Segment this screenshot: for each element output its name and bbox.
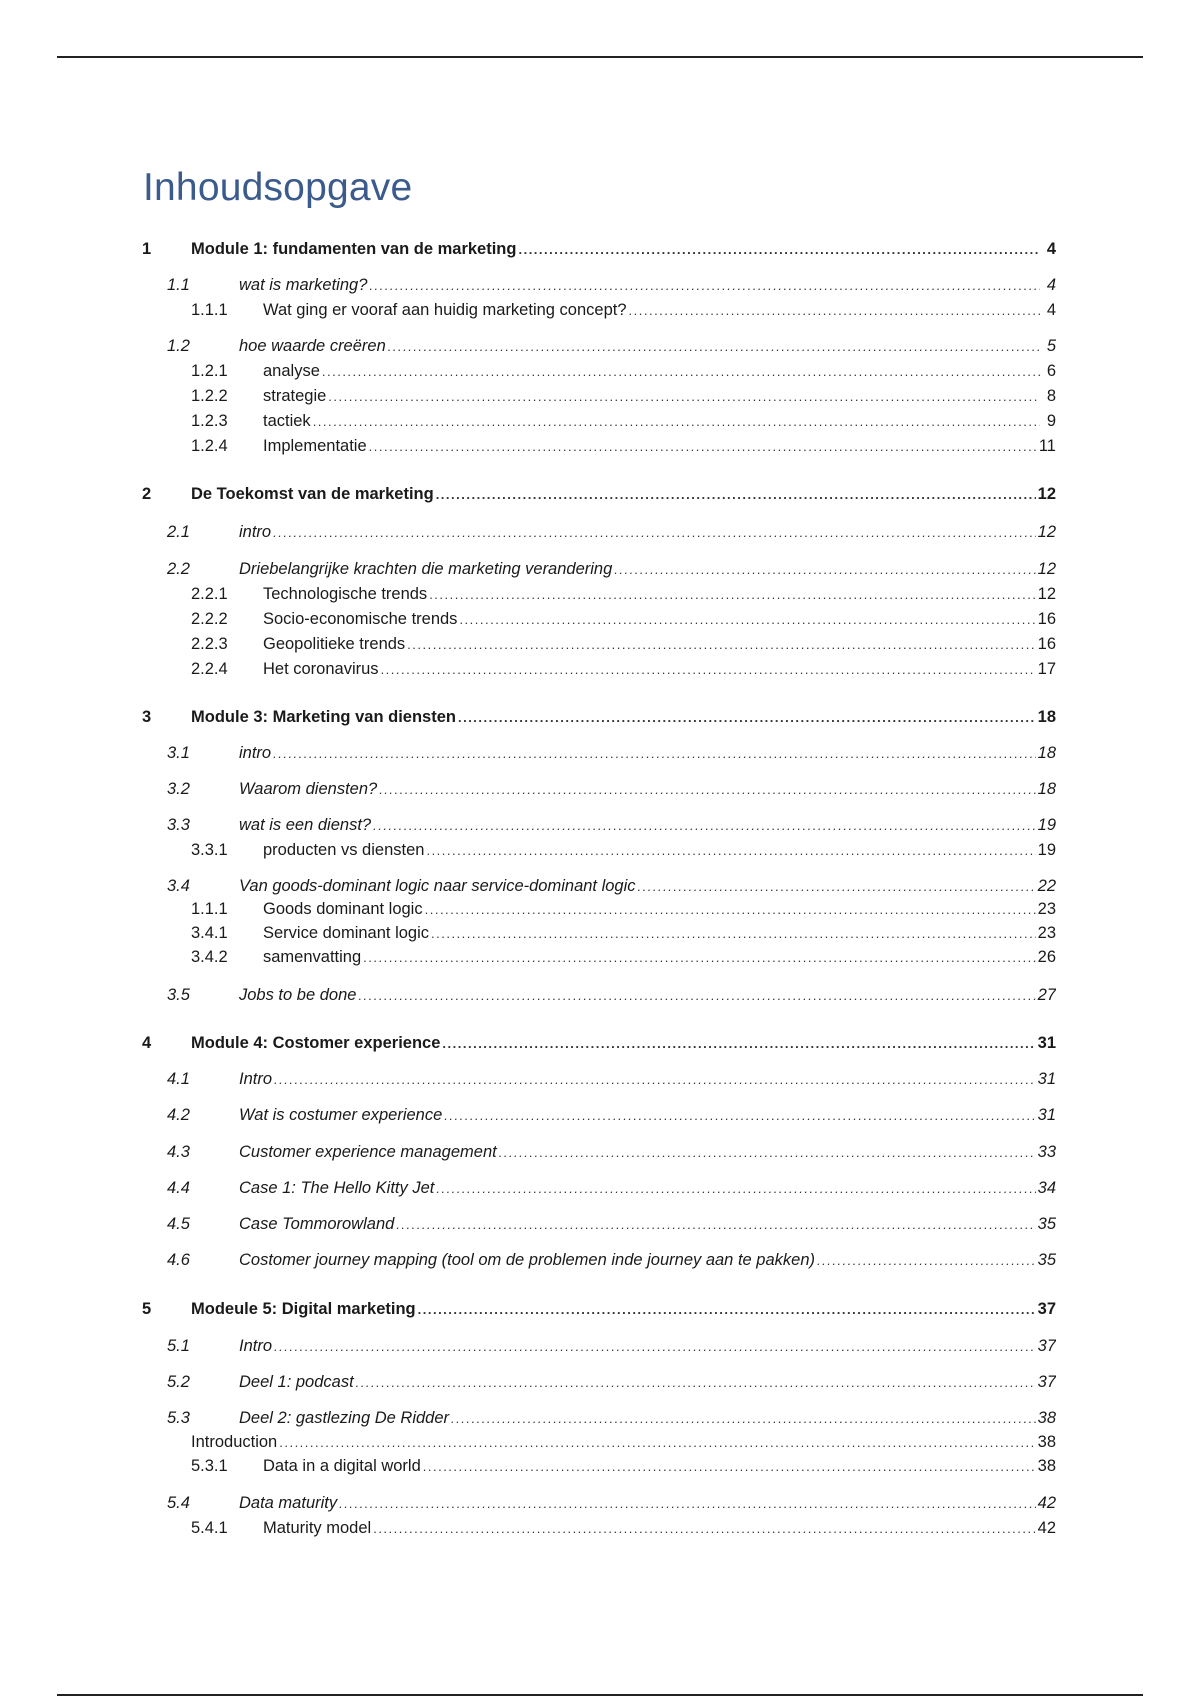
toc-entry-title[interactable]: strategie [263, 387, 327, 405]
toc-entry-number: 1.1 [167, 276, 190, 294]
toc-entry-line [263, 435, 1056, 457]
toc-entry-page-number: 11 [1038, 437, 1056, 455]
toc-entry-number: 1.2.2 [191, 387, 228, 405]
toc-entry-page-number: 17 [1037, 660, 1056, 678]
toc-entry-page-number: 23 [1037, 900, 1056, 918]
toc-entry-title[interactable]: wat is marketing? [239, 276, 368, 294]
toc-dot-leader [358, 985, 1035, 1006]
toc-entry[interactable] [142, 742, 1056, 764]
toc-entry-line [263, 583, 1056, 605]
toc-entry-line [191, 706, 1056, 728]
toc-entry-line [239, 558, 1056, 580]
toc-entry[interactable] [142, 1407, 1056, 1429]
toc-entry-page-number: 16 [1037, 610, 1056, 628]
toc-dot-leader [423, 1456, 1036, 1477]
toc-entry[interactable] [142, 984, 1056, 1006]
toc-dot-leader [458, 707, 1036, 728]
toc-entry-page-number: 22 [1037, 877, 1056, 895]
toc-entry-line [263, 658, 1056, 680]
toc-entry-number: 2.2.2 [191, 610, 228, 628]
toc-entry[interactable] [142, 898, 1056, 920]
toc-entry-number: 2.2.4 [191, 660, 228, 678]
toc-dot-leader [425, 899, 1036, 920]
toc-dot-leader [373, 815, 1036, 836]
toc-entry-number: 1 [142, 240, 152, 258]
toc-entry-number: 4.5 [167, 1215, 190, 1233]
toc-entry-line [239, 1407, 1056, 1429]
toc-entry-line [263, 360, 1056, 382]
toc-entry-page-number: 19 [1037, 816, 1056, 834]
toc-dot-leader [363, 947, 1036, 968]
toc-dot-leader [279, 1432, 1035, 1453]
toc-entry-title[interactable]: Data maturity [239, 1494, 338, 1512]
toc-entry-title[interactable]: hoe waarde creëren [239, 337, 386, 355]
toc-entry-page-number: 9 [1040, 410, 1056, 432]
toc-entry-title[interactable]: Case 1: The Hello Kitty Jet [239, 1179, 435, 1197]
toc-dot-leader [388, 336, 1040, 357]
toc-entry-title[interactable]: Driebelangrijke krachten die marketing verandering [239, 560, 613, 578]
toc-entry-number: 1.2.4 [191, 437, 228, 455]
toc-entry-title[interactable]: analyse [263, 362, 320, 380]
toc-entry-number: 3.4.1 [191, 924, 228, 942]
toc-entry-page-number: 12 [1037, 560, 1056, 578]
toc-entry-line [239, 1104, 1056, 1126]
toc-entry-title[interactable]: Modeule 5: Digital marketing [191, 1300, 416, 1318]
toc-entry-page-number: 42 [1037, 1519, 1056, 1537]
toc-entry-title[interactable]: Het coronavirus [263, 660, 379, 678]
table-of-contents [142, 238, 1056, 1539]
toc-entry-line [263, 839, 1056, 861]
toc-entry-line [239, 335, 1056, 357]
toc-entry-page-number: 33 [1037, 1143, 1056, 1161]
toc-entry-title[interactable]: Socio-economische trends [263, 610, 458, 628]
toc-entry-page-number: 18 [1037, 780, 1056, 798]
toc-entry-line [263, 299, 1056, 321]
toc-dot-leader [339, 1493, 1036, 1514]
toc-entry-page-number: 38 [1037, 1457, 1056, 1475]
toc-entry[interactable] [142, 435, 1056, 457]
toc-entry-number: 4.1 [167, 1070, 190, 1088]
toc-entry-title[interactable]: Geopolitieke trends [263, 635, 406, 653]
toc-entry-title[interactable]: Module 3: Marketing van diensten [191, 708, 456, 726]
toc-entry-title[interactable]: samenvatting [263, 948, 362, 966]
toc-entry-title[interactable]: Wat ging er vooraf aan huidig marketing concept? [263, 301, 627, 319]
toc-entry-title[interactable]: Van goods-dominant logic naar service-dominant logic [239, 877, 636, 895]
toc-entry-number: 2.2 [167, 560, 190, 578]
toc-entry-page-number: 8 [1040, 385, 1056, 407]
toc-entry-title[interactable]: Intro [239, 1070, 273, 1088]
toc-dot-leader [274, 1069, 1036, 1090]
toc-entry[interactable] [142, 410, 1056, 432]
toc-entry-title[interactable]: Customer experience management [239, 1143, 497, 1161]
toc-entry[interactable] [142, 839, 1056, 861]
toc-entry[interactable] [142, 922, 1056, 944]
toc-entry-title[interactable]: intro [239, 523, 272, 541]
toc-entry-line [239, 1371, 1056, 1393]
toc-entry-number: 4 [142, 1034, 152, 1052]
toc-entry-page-number: 35 [1037, 1215, 1056, 1233]
toc-dot-leader [638, 876, 1036, 897]
toc-entry-page-number: 12 [1037, 585, 1056, 603]
toc-entry-page-number: 38 [1037, 1433, 1056, 1451]
toc-dot-leader [356, 1372, 1036, 1393]
toc-entry-line [191, 1298, 1056, 1320]
toc-entry-title[interactable]: Jobs to be done [239, 986, 357, 1004]
toc-entry-number: 3.3 [167, 816, 190, 834]
toc-entry-page-number: 31 [1037, 1070, 1056, 1088]
toc-entry-line [263, 1455, 1056, 1477]
footer-rule [57, 1694, 1143, 1696]
toc-entry[interactable] [142, 1177, 1056, 1199]
toc-entry-number: 5.3 [167, 1409, 190, 1427]
toc-entry-title[interactable]: Case Tommorowland [239, 1215, 395, 1233]
toc-entry-number: 5.4.1 [191, 1519, 228, 1537]
toc-dot-leader [459, 609, 1035, 630]
toc-entry-page-number: 18 [1037, 744, 1056, 762]
toc-dot-leader [274, 1336, 1036, 1357]
toc-entry-number: 1.2 [167, 337, 190, 355]
toc-entry-page-number: 26 [1037, 948, 1056, 966]
toc-entry[interactable] [142, 1455, 1056, 1477]
toc-entry-line [239, 1141, 1056, 1163]
toc-entry-page-number: 6 [1040, 360, 1056, 382]
toc-entry-line [191, 1032, 1056, 1054]
toc-entry-page-number: 31 [1037, 1034, 1056, 1052]
toc-entry-title[interactable]: Service dominant logic [263, 924, 429, 942]
toc-entry-title[interactable]: Data in a digital world [263, 1457, 421, 1475]
toc-entry-number: 3.3.1 [191, 841, 228, 859]
toc-dot-leader [273, 522, 1036, 543]
toc-entry-number: 1.1.1 [191, 900, 228, 918]
toc-entry[interactable] [142, 608, 1056, 630]
toc-dot-leader [614, 559, 1035, 580]
toc-entry-title[interactable]: producten vs diensten [263, 841, 425, 859]
toc-entry-title[interactable]: intro [239, 744, 272, 762]
toc-entry[interactable] [142, 583, 1056, 605]
toc-entry-page-number: 12 [1037, 523, 1056, 541]
toc-dot-leader [313, 411, 1040, 432]
toc-entry[interactable] [142, 1431, 1056, 1453]
toc-entry[interactable] [142, 1492, 1056, 1514]
toc-dot-leader [322, 361, 1040, 382]
toc-entry-line [239, 1335, 1056, 1357]
toc-entry[interactable] [142, 360, 1056, 382]
toc-dot-leader [396, 1214, 1035, 1235]
toc-entry-number: 2 [142, 485, 152, 503]
toc-dot-leader [426, 840, 1035, 861]
toc-entry-line [263, 1517, 1056, 1539]
toc-entry[interactable] [142, 483, 1056, 505]
toc-entry-page-number: 5 [1040, 335, 1056, 357]
toc-entry-line [263, 922, 1056, 944]
toc-dot-leader [444, 1105, 1035, 1126]
toc-entry-number: 3.5 [167, 986, 190, 1004]
toc-dot-leader [518, 239, 1040, 260]
toc-entry[interactable] [142, 658, 1056, 680]
toc-entry-number: 5 [142, 1300, 152, 1318]
toc-entry-page-number: 42 [1037, 1494, 1056, 1512]
toc-entry-line [239, 778, 1056, 800]
toc-dot-leader [373, 1518, 1035, 1539]
toc-entry-title[interactable]: Intro [239, 1337, 273, 1355]
toc-entry-line [239, 1068, 1056, 1090]
toc-entry-line [239, 1492, 1056, 1514]
toc-entry[interactable] [142, 706, 1056, 728]
toc-entry-line [263, 633, 1056, 655]
toc-entry-line [263, 608, 1056, 630]
toc-entry[interactable] [142, 946, 1056, 968]
toc-entry-number: 2.2.1 [191, 585, 228, 603]
toc-entry[interactable] [142, 778, 1056, 800]
toc-entry-number: 5.3.1 [191, 1457, 228, 1475]
toc-entry-number: 1.2.1 [191, 362, 228, 380]
toc-entry-number: 1.2.3 [191, 412, 228, 430]
toc-entry-title[interactable]: Waarom diensten? [239, 780, 378, 798]
toc-entry-title[interactable]: Deel 1: podcast [239, 1373, 354, 1391]
toc-entry-page-number: 19 [1037, 841, 1056, 859]
toc-entry-title[interactable]: Goods dominant logic [263, 900, 423, 918]
toc-entry-title[interactable]: tactiek [263, 412, 311, 430]
toc-entry-line [239, 1249, 1056, 1271]
toc-entry[interactable] [142, 274, 1056, 296]
toc-entry[interactable] [142, 1068, 1056, 1090]
toc-entry-line [263, 898, 1056, 920]
toc-entry-number: 4.2 [167, 1106, 190, 1124]
toc-entry[interactable] [142, 1141, 1056, 1163]
toc-entry-title[interactable]: Module 4: Costomer experience [191, 1034, 441, 1052]
toc-entry[interactable] [142, 1249, 1056, 1271]
toc-entry-line [191, 483, 1056, 505]
toc-entry-page-number: 27 [1037, 986, 1056, 1004]
toc-entry-title[interactable]: Deel 2: gastlezing De Ridder [239, 1409, 450, 1427]
toc-dot-leader [379, 779, 1035, 800]
toc-entry[interactable] [142, 385, 1056, 407]
toc-entry-number: 5.1 [167, 1337, 190, 1355]
toc-entry-line [239, 875, 1056, 897]
toc-entry-page-number: 4 [1040, 274, 1056, 296]
toc-entry-line [239, 521, 1056, 543]
toc-entry-number: 2.2.3 [191, 635, 228, 653]
toc-entry-title[interactable]: Module 1: fundamenten van de marketing [191, 240, 517, 258]
toc-entry-page-number: 4 [1040, 238, 1056, 260]
toc-entry-number: 3.2 [167, 780, 190, 798]
toc-entry-line [239, 742, 1056, 764]
toc-entry-line [191, 1431, 1056, 1453]
toc-entry-line [263, 410, 1056, 432]
toc-entry-title[interactable]: Technologische trends [263, 585, 428, 603]
toc-entry[interactable] [142, 1298, 1056, 1320]
toc-entry[interactable] [142, 875, 1056, 897]
toc-entry[interactable] [142, 1335, 1056, 1357]
toc-dot-leader [381, 659, 1036, 680]
toc-entry-line [239, 1177, 1056, 1199]
toc-entry-line [239, 1213, 1056, 1235]
toc-dot-leader [273, 743, 1036, 764]
toc-entry-page-number: 23 [1037, 924, 1056, 942]
toc-entry[interactable] [142, 335, 1056, 357]
toc-entry-number: 4.3 [167, 1143, 190, 1161]
toc-entry-page-number: 4 [1040, 299, 1056, 321]
toc-entry-title[interactable]: Wat is costumer experience [239, 1106, 443, 1124]
toc-dot-leader [629, 300, 1040, 321]
toc-entry[interactable] [142, 1517, 1056, 1539]
toc-entry-number: 4.6 [167, 1251, 190, 1269]
toc-entry-title[interactable]: De Toekomst van de marketing [191, 485, 434, 503]
toc-entry-page-number: 38 [1037, 1409, 1056, 1427]
toc-entry-page-number: 37 [1037, 1373, 1056, 1391]
toc-dot-leader [451, 1408, 1036, 1429]
toc-dot-leader [817, 1250, 1036, 1271]
toc-entry[interactable] [142, 558, 1056, 580]
page-title: Inhoudsopgave [143, 166, 413, 209]
toc-dot-leader [436, 484, 1036, 505]
toc-entry-page-number: 12 [1037, 485, 1056, 503]
toc-dot-leader [418, 1299, 1036, 1320]
toc-entry-line [239, 984, 1056, 1006]
toc-entry[interactable] [142, 1371, 1056, 1393]
toc-entry[interactable] [142, 521, 1056, 543]
toc-entry-number: 5.2 [167, 1373, 190, 1391]
toc-entry-number: 4.4 [167, 1179, 190, 1197]
toc-entry-title[interactable]: wat is een dienst? [239, 816, 372, 834]
toc-dot-leader [328, 386, 1040, 407]
toc-entry-number: 3.1 [167, 744, 190, 762]
toc-entry-page-number: 31 [1037, 1106, 1056, 1124]
toc-entry-line [191, 238, 1056, 260]
toc-dot-leader [369, 275, 1040, 296]
toc-dot-leader [369, 436, 1037, 457]
toc-entry-line [263, 385, 1056, 407]
toc-entry-number: 1.1.1 [191, 301, 228, 319]
toc-entry-page-number: 16 [1037, 635, 1056, 653]
toc-entry-number: 2.1 [167, 523, 190, 541]
toc-entry-title[interactable]: Introduction [191, 1433, 278, 1451]
toc-dot-leader [499, 1142, 1036, 1163]
toc-entry-number: 5.4 [167, 1494, 190, 1512]
toc-entry-page-number: 37 [1037, 1337, 1056, 1355]
toc-entry-line [263, 946, 1056, 968]
toc-dot-leader [431, 923, 1036, 944]
toc-entry-page-number: 37 [1037, 1300, 1056, 1318]
toc-entry-page-number: 34 [1037, 1179, 1056, 1197]
toc-entry[interactable] [142, 299, 1056, 321]
toc-entry[interactable] [142, 1104, 1056, 1126]
toc-entry-number: 3.4.2 [191, 948, 228, 966]
toc-entry-number: 3 [142, 708, 152, 726]
toc-entry-page-number: 18 [1037, 708, 1056, 726]
toc-entry-page-number: 35 [1037, 1251, 1056, 1269]
toc-entry[interactable] [142, 1032, 1056, 1054]
toc-entry-title[interactable]: Implementatie [263, 437, 367, 455]
toc-entry-number: 3.4 [167, 877, 190, 895]
toc-entry-title[interactable]: Costomer journey mapping (tool om de problemen inde journey aan te pakken) [239, 1251, 815, 1269]
header-rule [57, 56, 1143, 58]
toc-entry-line [239, 814, 1056, 836]
toc-entry-line [239, 274, 1056, 296]
toc-dot-leader [407, 634, 1035, 655]
toc-dot-leader [429, 584, 1035, 605]
toc-entry[interactable] [142, 633, 1056, 655]
toc-entry[interactable] [142, 238, 1056, 260]
toc-entry[interactable] [142, 1213, 1056, 1235]
toc-dot-leader [436, 1178, 1035, 1199]
toc-entry-title[interactable]: Maturity model [263, 1519, 372, 1537]
toc-dot-leader [442, 1033, 1035, 1054]
toc-entry[interactable] [142, 814, 1056, 836]
